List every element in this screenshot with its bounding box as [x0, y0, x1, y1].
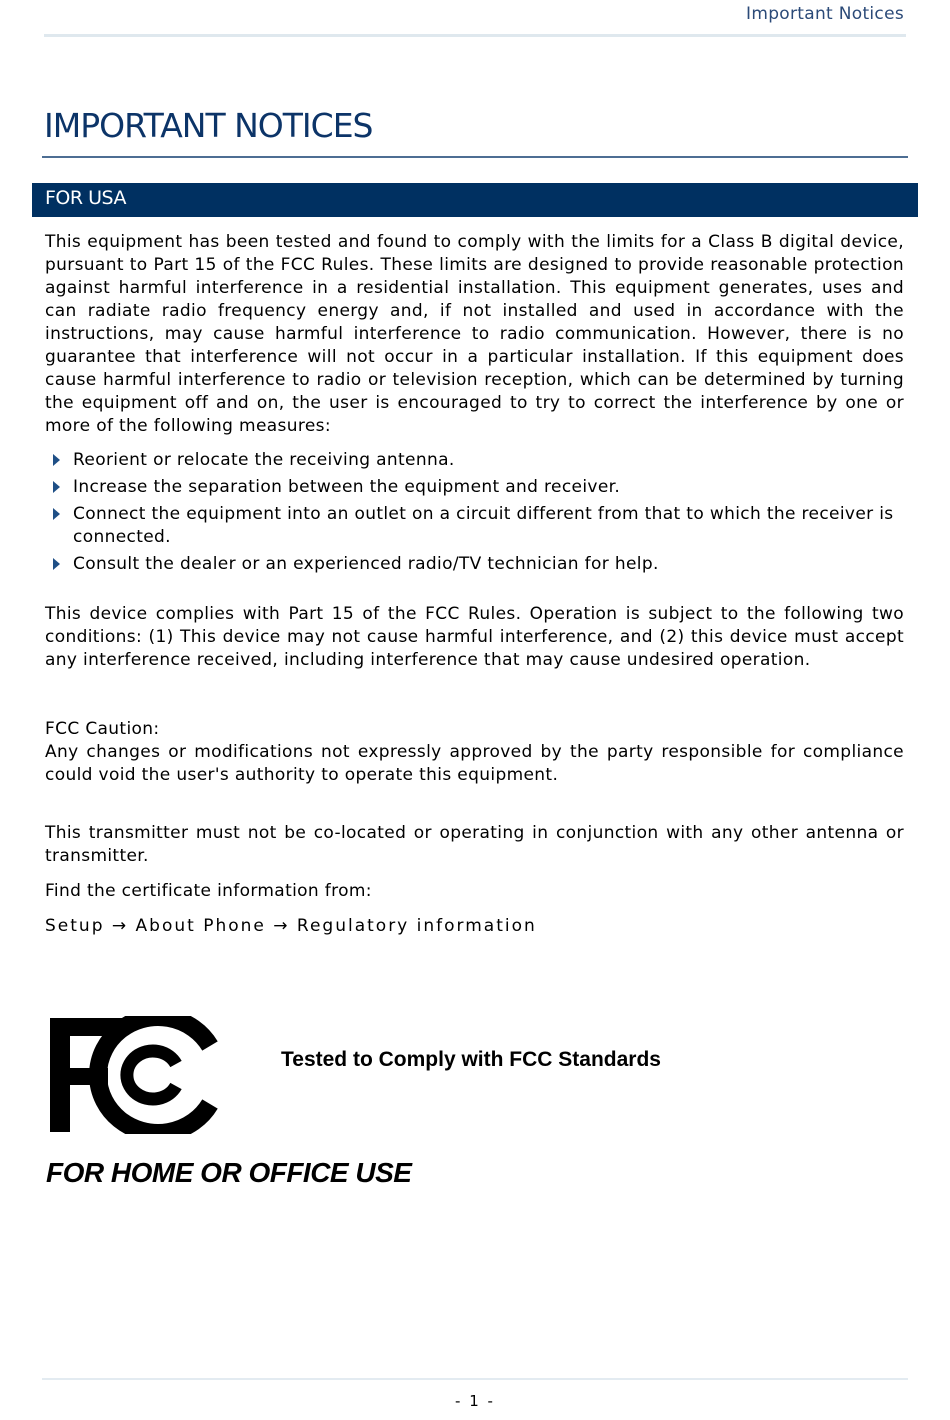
title-divider	[42, 156, 908, 158]
page-title: IMPORTANT NOTICES	[44, 106, 373, 145]
measure-text: Consult the dealer or an experienced radio/TV technician for help.	[73, 554, 659, 574]
caution-paragraph: Any changes or modifications not expressly approved by the party responsible for compliance could void the user's authority to operate this equipment.	[45, 742, 904, 785]
measure-text: Connect the equipment into an outlet on a circuit different from that to which the receiver is connected.	[73, 504, 894, 547]
footer-divider	[42, 1378, 908, 1380]
notice-body	[45, 231, 904, 938]
measure-text: Reorient or relocate the receiving antenna.	[73, 450, 455, 470]
certificate-info-paragraph: Find the certificate information from:	[45, 881, 372, 901]
fcc-logo-icon	[50, 1016, 218, 1134]
transmitter-paragraph: This transmitter must not be co-located or operating in conjunction with any other antenna or transmitter.	[45, 823, 904, 866]
page-number: - 1 -	[455, 1392, 495, 1410]
measures-list	[45, 449, 904, 576]
list-item	[45, 503, 904, 549]
section-heading-bar	[32, 183, 918, 217]
arrow-bullet-icon	[53, 508, 60, 520]
arrow-bullet-icon	[53, 454, 60, 466]
arrow-bullet-icon	[53, 481, 60, 493]
arrow-bullet-icon	[53, 558, 60, 570]
list-item	[45, 553, 904, 576]
part15-paragraph: This device complies with Part 15 of the FCC Rules. Operation is subject to the following two conditions: (1) This device may not cause harmful interference, and (2) this device must accept any interference received, including interference that may cause undesired operation.	[45, 604, 904, 670]
fcc-tested-label: Tested to Comply with FCC Standards	[281, 1048, 661, 1071]
running-header-title: Important Notices	[746, 4, 904, 24]
list-item	[45, 449, 904, 472]
header-divider	[44, 34, 906, 37]
measure-text: Increase the separation between the equipment and receiver.	[73, 477, 621, 497]
home-office-use-label: FOR HOME OR OFFICE USE	[46, 1157, 412, 1188]
certificate-menu-path: Setup → About Phone → Regulatory information	[45, 916, 537, 936]
caution-heading: FCC Caution:	[45, 719, 160, 739]
section-heading-label: FOR USA	[45, 187, 126, 209]
list-item	[45, 476, 904, 499]
intro-paragraph: This equipment has been tested and found to comply with the limits for a Class B digital device, pursuant to Part 15 of the FCC Rules. These limits are designed to provide reasonable protection against harmful interference in a residential installation. This equipment generates, uses and can radiate radio frequency energy and, if not installed and used in accordance with the instructions, may cause harmful interference to radio communication. However, there is no guarantee that interference will not occur in a particular installation. If this equipment does cause harmful interference to radio or television reception, which can be determined by turning the equipment off and on, the user is encouraged to try to correct the interference by one or more of the following measures:	[45, 232, 904, 436]
